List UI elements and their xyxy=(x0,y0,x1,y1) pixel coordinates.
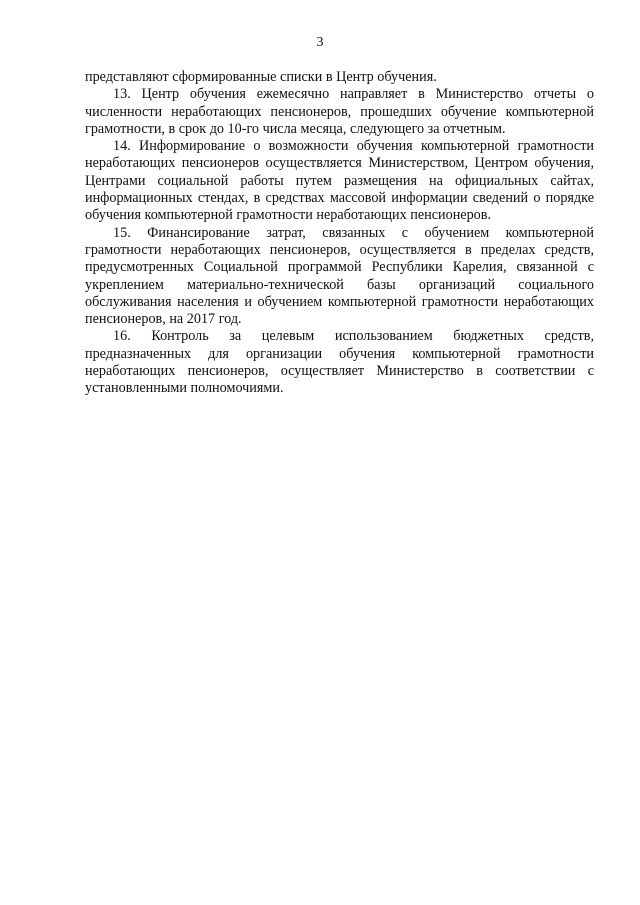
paragraph-14: 14. Информирование о возможности обучения компьютерной грамотности неработающих пенсионеров осуществляется Министерством, Центром обучения, Центрами социальной работы путем размещения на официальных сайтах, информационных стендах, в средствах массовой информации сведений о порядке обучения компьютерной грамотности неработающих пенсионеров. xyxy=(85,138,594,224)
page-number: 3 xyxy=(316,35,324,50)
paragraph-continuation: представляют сформированные списки в Центр обучения. xyxy=(85,69,437,85)
paragraph-16: 16. Контроль за целевым использованием бюджетных средств, предназначенных для организации обучения компьютерной грамотности неработающих пенсионеров, осуществляет Министерство в соответствии с установленными полномочиями. xyxy=(85,328,594,397)
paragraph-13: 13. Центр обучения ежемесячно направляет в Министерство отчеты о численности неработающих пенсионеров, прошедших обучение компьютерной грамотности, в срок до 10-го числа месяца, следующего за отчетным. xyxy=(85,86,594,137)
document-body xyxy=(85,69,594,398)
paragraph-15: 15. Финансирование затрат, связанных с обучением компьютерной грамотности неработающих пенсионеров, осуществляется в пределах средств, предусмотренных Социальной программой Республики Карелия, связанной с укреплением материально-технической базы организаций социального обслуживания населения и обучением компьютерной грамотности неработающих пенсионеров, на 2017 год. xyxy=(85,224,594,328)
